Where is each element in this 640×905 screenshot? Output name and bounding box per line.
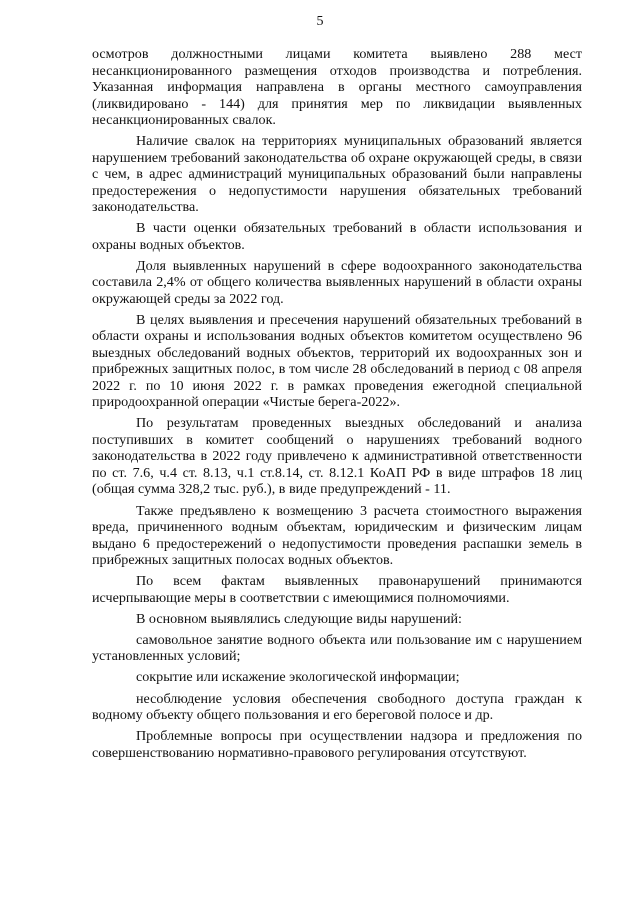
list-item: самовольное занятие водного объекта или пользование им с нарушением установленных условий; [92, 631, 582, 665]
paragraph: Наличие свалок на территориях муниципальных образований является нарушением требований законодательства об охране окружающей среды, в связи с чем, в адрес администраций муниципальных образований были направлены предостережения о недопустимости нарушения обязательных требований законодательства. [92, 133, 582, 216]
paragraph: По всем фактам выявленных правонарушений принимаются исчерпывающие меры в соответствии с имеющимися полномочиями. [92, 573, 582, 606]
page-number: 5 [316, 14, 324, 29]
paragraph: В основном выявлялись следующие виды нарушений: [136, 610, 462, 627]
document-body [92, 46, 582, 766]
list-item: несоблюдение условия обеспечения свободного доступа граждан к водному объекту общего пользования и его береговой полосе и др. [92, 690, 582, 724]
paragraph: осмотров должностными лицами комитета выявлено 288 мест несанкционированного размещения отходов производства и потребления. Указанная информация направлена в органы местного самоуправления (ликвидировано - 144) для принятия мер по ликвидации выявленных несанкционированных свалок. [92, 46, 582, 128]
paragraph: В целях выявления и пресечения нарушений обязательных требований в области охраны и использования водных объектов комитетом осуществлено 96 выездных обследований водных объектов, территорий их водоохранных зон и прибрежных защитных полос, в том числе 28 обследований в период с 08 апреля 2022 г. по 10 июня 2022 г. в рамках проведения ежегодной специальной природоохранной операции «Чистые берега-2022». [92, 311, 582, 411]
paragraph: По результатам проведенных выездных обследований и анализа поступивших в комитет сообщений о нарушениях требований водного законодательства в 2022 году привлечено к административной ответственности по ст. 7.6, ч.4 ст. 8.13, ч.1 ст.8.14, ст. 8.12.1 КоАП РФ в виде штрафов 18 лиц (общая сумма 328,2 тыс. руб.), в виде предупреждений - 11. [92, 415, 582, 498]
paragraph: Также предъявлено к возмещению 3 расчета стоимостного выражения вреда, причиненного водным объектам, юридическим и физическим лицам выдано 6 предостережений о недопустимости проведения распашки земель в прибрежных защитных полосах водных объектов. [92, 502, 582, 569]
paragraph: Проблемные вопросы при осуществлении надзора и предложения по совершенствованию нормативно-правового регулирования отсутствуют. [92, 728, 582, 761]
paragraph: В части оценки обязательных требований в области использования и охраны водных объектов. [92, 220, 582, 253]
paragraph: Доля выявленных нарушений в сфере водоохранного законодательства составила 2,4% от общего количества выявленных нарушений в области охраны окружающей среды за 2022 год. [92, 257, 582, 307]
list-item: сокрытие или искажение экологической информации; [136, 669, 460, 686]
